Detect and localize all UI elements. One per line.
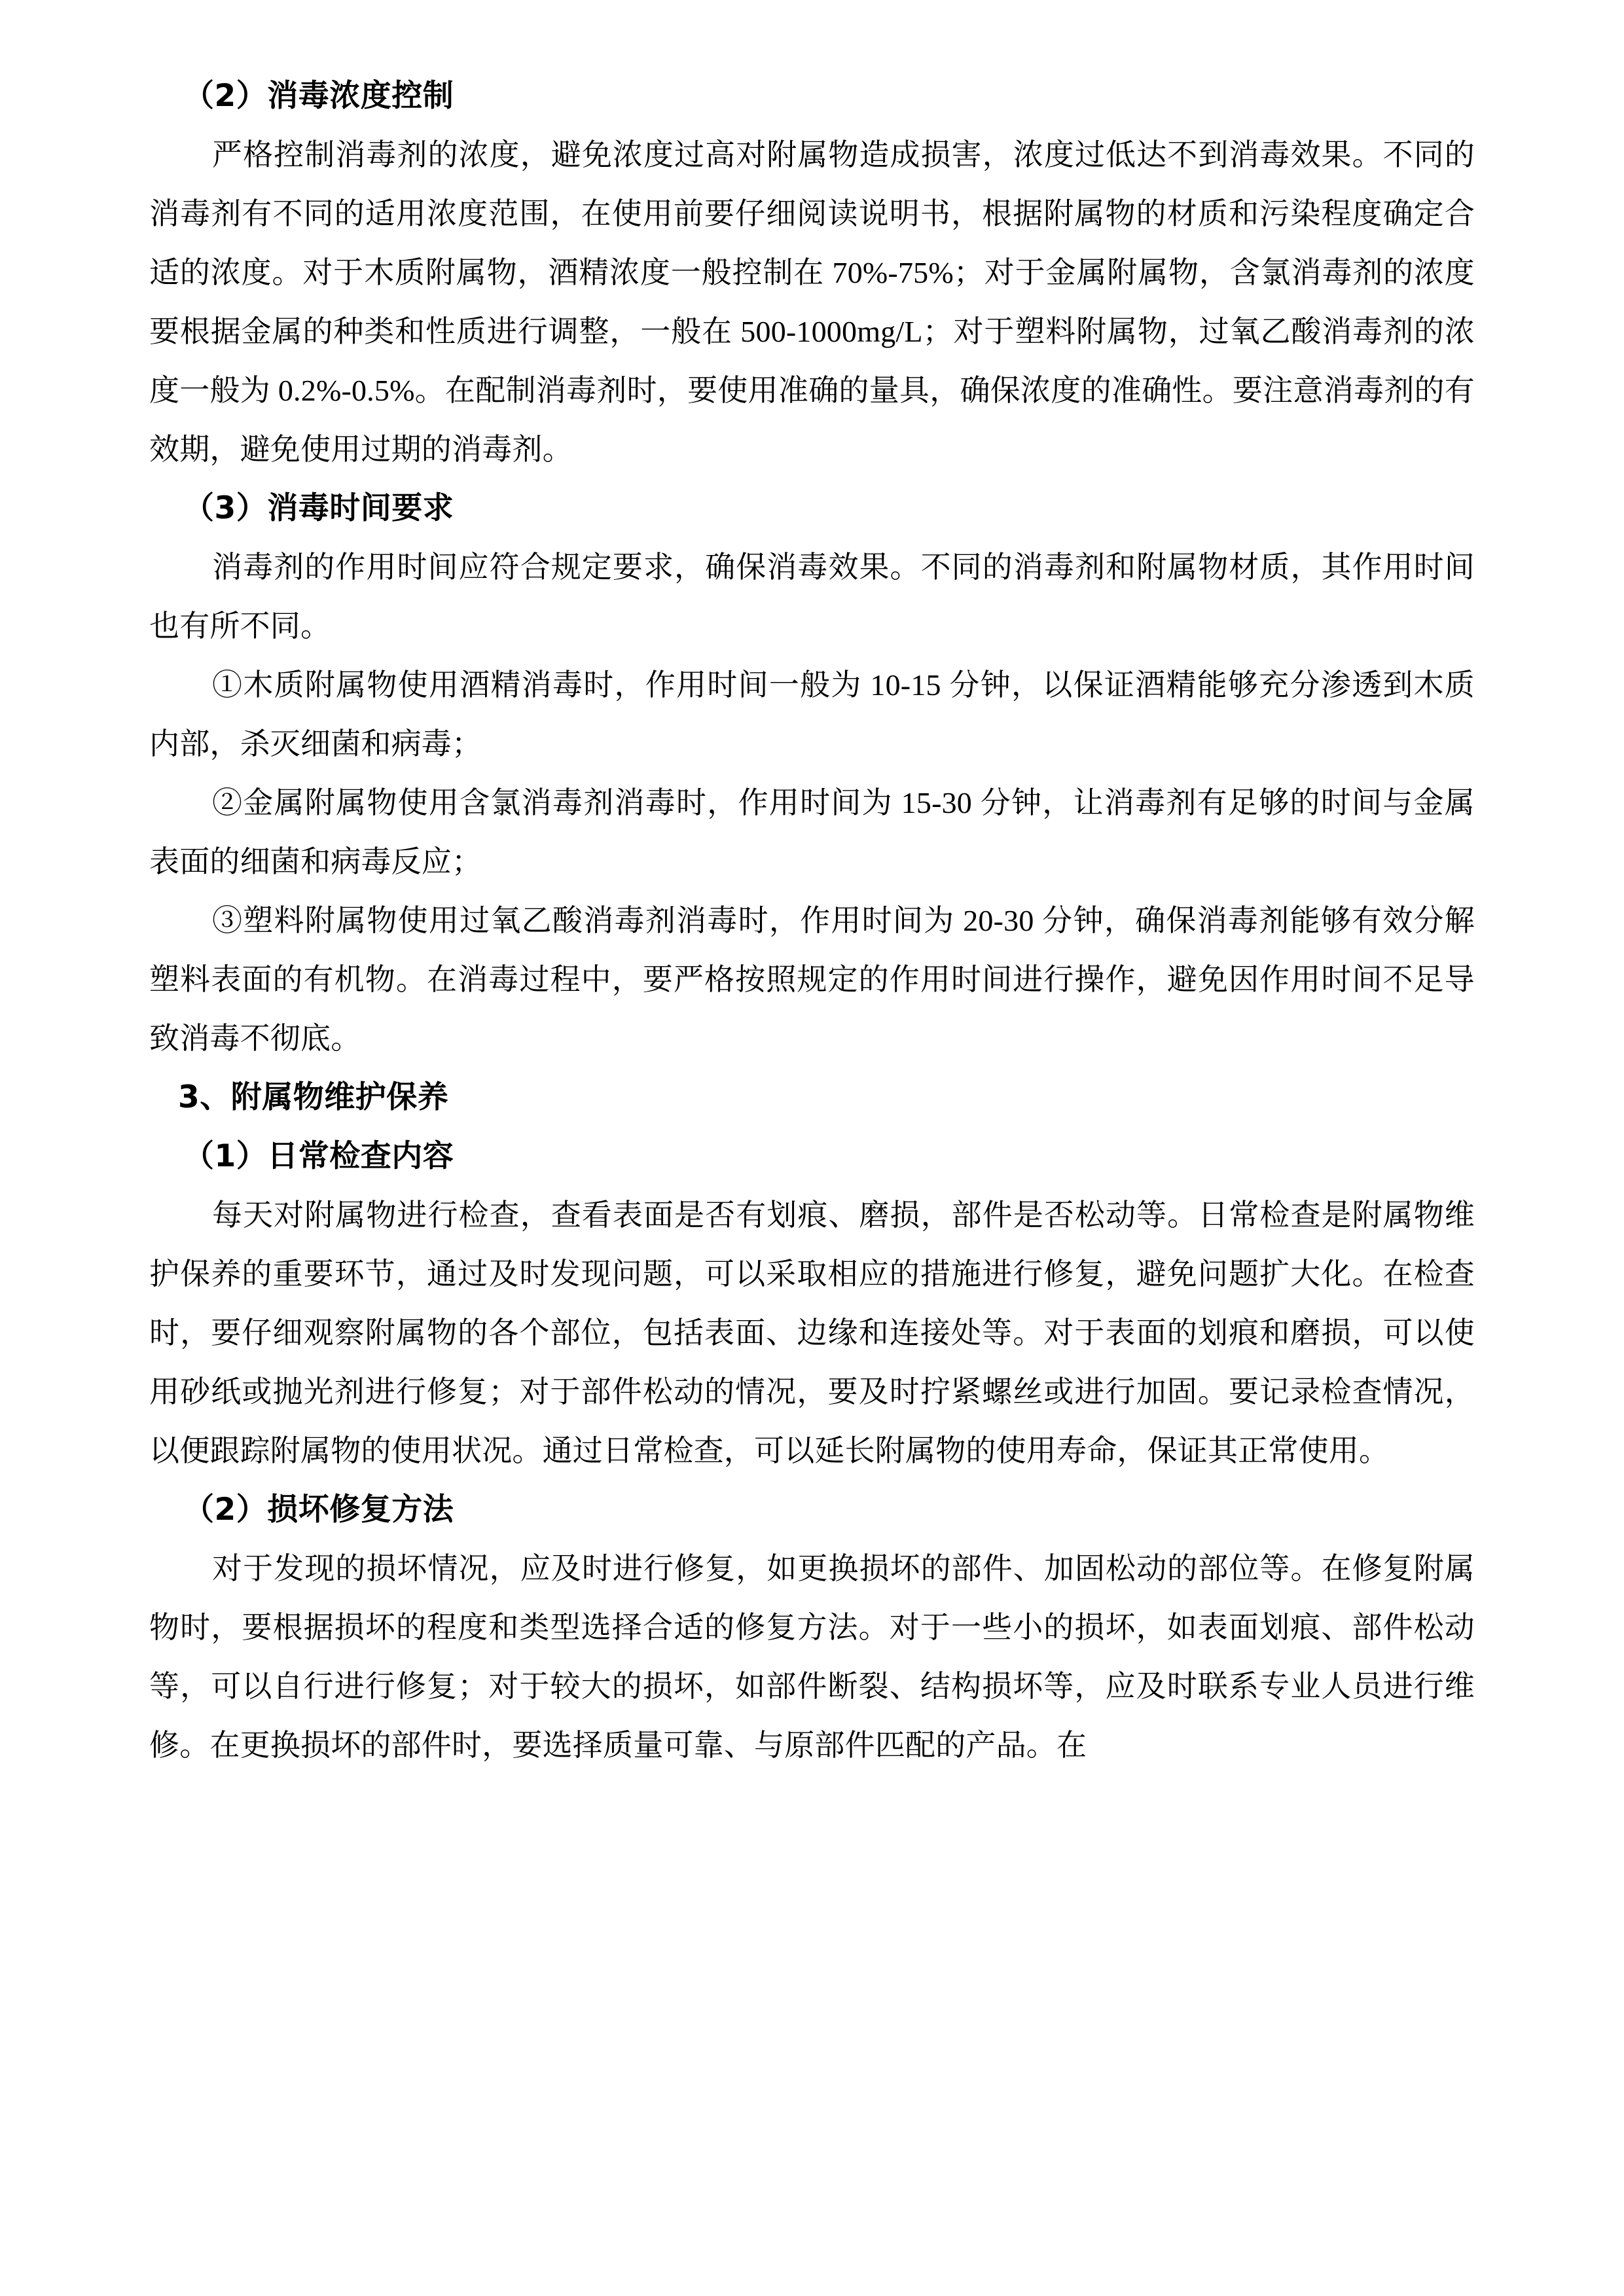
heading-damage-repair-methods: （2）损坏修复方法 bbox=[183, 1492, 454, 1528]
paragraph-disinfection-time-intro: 消毒剂的作用时间应符合规定要求，确保消毒效果。不同的消毒剂和附属物材质，其作用时间也有所不同。 bbox=[149, 550, 1475, 643]
list-item-metal-chlorine-time: ②金属附属物使用含氯消毒剂消毒时，作用时间为 15-30 分钟，让消毒剂有足够的时间与金属表面的细菌和病毒反应； bbox=[149, 786, 1475, 878]
page-content-column bbox=[149, 63, 1475, 1775]
paragraph-daily-inspection-body: 每天对附属物进行检查，查看表面是否有划痕、磨损，部件是否松动等。日常检查是附属物维护保养的重要环节，通过及时发现问题，可以采取相应的措施进行修复，避免问题扩大化。在检查时，要仔细观察附属物的各个部位，包括表面、边缘和连接处等。对于表面的划痕和磨损，可以使用砂纸或抛光剂进行修复；对于部件松动的情况，要及时拧紧螺丝或进行加固。要记录检查情况，以便跟踪附属物的使用状况。通过日常检查，可以延长附属物的使用寿命，保证其正常使用。 bbox=[149, 1198, 1475, 1467]
list-item-plastic-peracetic-time: ③塑料附属物使用过氧乙酸消毒剂消毒时，作用时间为 20-30 分钟，确保消毒剂能够有效分解塑料表面的有机物。在消毒过程中，要严格按照规定的作用时间进行操作，避免因作用时间不足导致消毒不彻底。 bbox=[149, 904, 1475, 1055]
heading-daily-inspection-content: （1）日常检查内容 bbox=[183, 1138, 454, 1174]
heading-accessory-maintenance: 3、附属物维护保养 bbox=[178, 1079, 449, 1115]
heading-disinfection-time-requirements: （3）消毒时间要求 bbox=[183, 490, 454, 526]
paragraph-damage-repair-body: 对于发现的损坏情况，应及时进行修复，如更换损坏的部件、加固松动的部位等。在修复附属物时，要根据损坏的程度和类型选择合适的修复方法。对于一些小的损坏，如表面划痕、部件松动等，可以自行进行修复；对于较大的损坏，如部件断裂、结构损坏等，应及时联系专业人员进行维修。在更换损坏的部件时，要选择质量可靠、与原部件匹配的产品。在 bbox=[149, 1552, 1475, 1762]
heading-disinfectant-concentration-control: （2）消毒浓度控制 bbox=[183, 78, 454, 114]
paragraph-concentration-control-body: 严格控制消毒剂的浓度，避免浓度过高对附属物造成损害，浓度过低达不到消毒效果。不同的消毒剂有不同的适用浓度范围，在使用前要仔细阅读说明书，根据附属物的材质和污染程度确定合适的浓度。对于木质附属物，酒精浓度一般控制在 70%-75%；对于金属附属物，含氯消毒剂的浓度要根据金属的种类和性质进行调整，一般在 500-1000mg/L；对于塑料附属物，过氧乙酸消毒剂的浓度一般为 0.2%-0.5%。在配制消毒剂时，要使用准确的量具，确保浓度的准确性。要注意消毒剂的有效期，避免使用过期的消毒剂。 bbox=[149, 138, 1475, 466]
list-item-wood-alcohol-time: ①木质附属物使用酒精消毒时，作用时间一般为 10-15 分钟，以保证酒精能够充分渗透到木质内部，杀灭细菌和病毒； bbox=[149, 668, 1475, 761]
